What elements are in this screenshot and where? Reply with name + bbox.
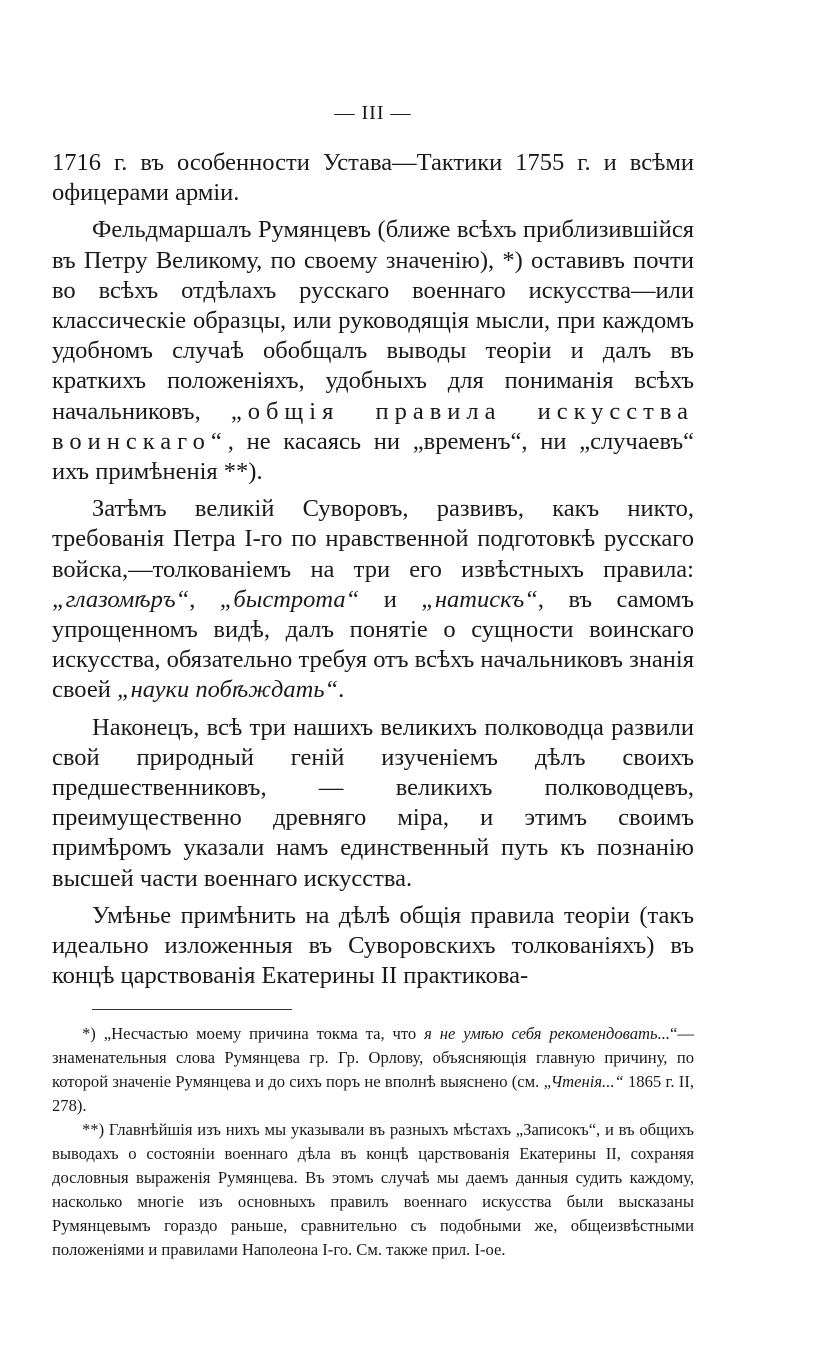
paragraph-3-italic-2: „быстрота“ (219, 585, 360, 613)
paragraph-3-italic-1: „глазомѣръ“ (52, 585, 190, 613)
paragraph-2-spaced-quote: „общія правила искусства воинскаго“ (52, 397, 694, 455)
paragraph-3-italic-4: „науки побѣждать“ (116, 676, 339, 704)
footnote-1-text-b: “—знаменательныя слова Румянцева гр. Гр. Орлову, объясняющія главную причину, по которой значеніе Румянцева и до сихъ поръ не вполнѣ выяснено (см. (52, 1024, 694, 1092)
footnote-divider (92, 1009, 292, 1010)
paragraph-2-text-b: , не касаясь ни „временъ“, ни „случаевъ“ ихъ примѣненія **). (52, 427, 694, 486)
paragraph-2-text-a: Фельдмаршалъ Румянцевъ (ближе всѣхъ приблизившійся въ Петру Великому, по своему значенію), *) оставивъ почти во всѣхъ отдѣлахъ русскаго военнаго искусства—или классическіе образцы, или руководящія мысли, при каждомъ удобномъ случаѣ обобщалъ выводы теоріи и далъ въ краткихъ положеніяхъ, удобныхъ для пониманія всѣхъ начальниковъ, (52, 216, 694, 425)
paragraph-3-text-a: Затѣмъ великій Суворовъ, развивъ, какъ никто, требованія Петра I-го по нравственной подготовкѣ русскаго войска,—толкованіемъ на три его извѣстныхъ правила: (52, 495, 694, 583)
footnote-1 (52, 1022, 694, 1118)
paragraph-4: Наконецъ, всѣ три нашихъ великихъ полководца развили свой природный геній изученіемъ дѣлъ своихъ предшественниковъ, — великихъ полководцевъ, преимущественно древняго міра, и этимъ своимъ примѣромъ указали намъ единственный путь къ познанію высшей части военнаго искусства. (52, 713, 694, 892)
main-text (52, 148, 694, 991)
paragraph-3 (52, 494, 694, 705)
paragraph-2 (52, 215, 694, 487)
footnote-1-text-c: 1865 г. II, 278). (52, 1072, 694, 1116)
paragraph-3-text-b: , въ самомъ упрощенномъ видѣ, далъ понятіе о сущности воинскаго искусства, обязательно требуя отъ всѣхъ начальниковъ знанія своей (52, 585, 694, 704)
paragraph-3-italic-3: „натискъ“ (421, 585, 538, 613)
page-number: — III — (334, 102, 412, 124)
footnote-1-text-a: *) „Несчастью моему причина токма та, что (82, 1024, 425, 1044)
paragraph-3-end: . (338, 676, 345, 704)
footnote-2: **) Главнѣйшія изъ нихъ мы указывали въ разныхъ мѣстахъ „Записокъ“, и въ общихъ выводахъ о состояніи военнаго дѣла въ концѣ царствованія Екатерины II, сохраняя дословныя выраженія Румянцева. Въ этомъ случаѣ мы даемъ данныя судить каждому, насколько многіе изъ основныхъ правилъ военнаго искусства были высказаны Румянцевымъ гораздо раньше, сравнительно съ подобными же, общеизвѣстными положеніями и правилами Наполеона I-го. См. также прил. I-ое. (52, 1120, 694, 1260)
paragraph-3-sep-2: и (359, 585, 422, 613)
footnote-1-italic-2: „Чтенія...“ (543, 1072, 624, 1092)
footnotes (52, 1022, 694, 1262)
book-page (52, 100, 694, 1262)
paragraph-5: Умѣнье примѣнить на дѣлѣ общія правила теоріи (такъ идеально изложенныя въ Суворовскихъ толкованіяхъ) въ концѣ царствованія Екатерины II практикова- (52, 901, 694, 990)
footnote-1-italic: я не умѣю себя рекомендовать... (424, 1024, 671, 1044)
paragraph-3-sep-1: , (189, 585, 220, 613)
paragraph-1: 1716 г. въ особенности Устава—Тактики 1755 г. и всѣми офицерами арміи. (52, 149, 694, 207)
